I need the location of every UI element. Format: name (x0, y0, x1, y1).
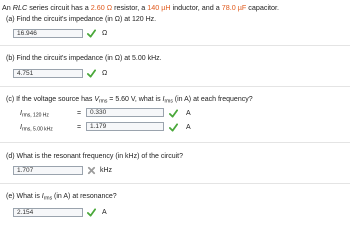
part-a-unit: Ω (102, 30, 108, 37)
divider (0, 86, 350, 87)
part-c-question-mid: = 5.60 V, what is (107, 96, 163, 103)
i-symbol: I (41, 193, 44, 200)
divider (0, 142, 350, 143)
x-mark-icon (87, 166, 96, 175)
part-d-question: (d) What is the resonant frequency (in kHz) of the circuit? (6, 153, 184, 160)
part-a-answer-field[interactable]: 16.946 (13, 29, 83, 38)
part-b-unit: Ω (102, 70, 108, 77)
part-c-row2-label (20, 124, 53, 131)
intro-mid2: resistor, a (114, 3, 146, 12)
i-subscript: rms (164, 98, 173, 105)
part-c-question (6, 96, 253, 103)
circuit-type: RLC (12, 3, 28, 12)
v-symbol: V (94, 96, 99, 103)
v-subscript: rms (99, 98, 108, 105)
part-b-question: (b) Find the circuit's impedance (in Ω) at 5.00 kHz. (6, 55, 162, 62)
part-c-row1-answer-field[interactable]: 0.330 (86, 108, 164, 117)
part-e-question-prefix: (e) What is (6, 193, 42, 200)
part-d-answer-field[interactable]: 1.707 (13, 166, 83, 175)
problem-statement (2, 3, 279, 12)
part-c-row2-unit: A (186, 124, 191, 131)
row2-subscript: rms, 5.00 kHz (21, 126, 53, 133)
part-c-row1-unit: A (186, 110, 191, 117)
row2-i-symbol: I (20, 124, 22, 131)
part-c-question-suffix: (in A) at each frequency? (172, 96, 253, 103)
part-c-row2-answer-field[interactable]: 1.179 (86, 122, 164, 131)
i-subscript: rms (43, 195, 53, 202)
intro-mid1: series circuit has a (29, 3, 89, 12)
intro-suffix: capacitor. (248, 3, 280, 12)
part-c-row1-label (20, 110, 49, 117)
part-b-answer-field[interactable]: 4.751 (13, 69, 83, 78)
intro-mid3: inductor, and a (172, 3, 220, 12)
inductance-value: 140 µH (147, 3, 171, 12)
part-a-question: (a) Find the circuit's impedance (in Ω) at 120 Hz. (6, 16, 157, 23)
part-d-unit: kHz (100, 167, 113, 174)
part-e-question (6, 193, 117, 200)
resistance-value: 2.60 Ω (90, 3, 113, 12)
part-c-question-prefix: (c) If the voltage source has (6, 96, 95, 103)
part-e-unit: A (102, 209, 107, 216)
part-c-row1-equals: = (77, 110, 82, 117)
checkmark-icon (169, 123, 178, 132)
row1-subscript: rms, 120 Hz (21, 112, 49, 119)
checkmark-icon (87, 69, 96, 78)
checkmark-icon (169, 109, 178, 118)
part-c-row2-equals: = (77, 124, 82, 131)
divider (0, 45, 350, 46)
intro-prefix: An (2, 3, 11, 12)
part-e-question-suffix: (in A) at resonance? (52, 193, 117, 200)
i-symbol: I (162, 96, 165, 103)
divider (0, 183, 350, 184)
checkmark-icon (87, 29, 96, 38)
part-e-answer-field[interactable]: 2.154 (13, 208, 83, 217)
capacitance-value: 78.0 µF (221, 3, 247, 12)
row1-i-symbol: I (20, 110, 22, 117)
checkmark-icon (87, 208, 96, 217)
